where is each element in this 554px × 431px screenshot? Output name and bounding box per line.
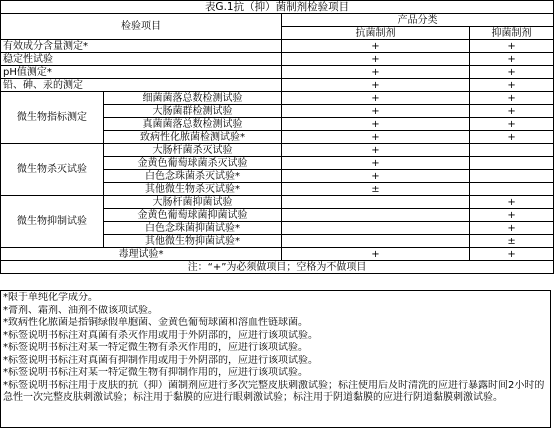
- item-label: 金黄色葡萄球菌杀灭试验: [104, 157, 282, 170]
- bacteriostatic-mark: +: [470, 79, 554, 92]
- antibacterial-mark: +: [282, 157, 470, 170]
- note-line: *标签说明书标注对某一特定微生物有杀灭作用的，应进行该项试验。: [3, 342, 308, 353]
- antibacterial-mark: +: [282, 79, 470, 92]
- antibacterial-mark: +: [282, 118, 470, 131]
- header-item: 检验项目: [1, 14, 282, 40]
- table-row: [1, 196, 554, 209]
- item-label: 真菌菌落总数检测试验: [104, 118, 282, 131]
- antibacterial-mark: [282, 196, 470, 209]
- antibacterial-mark: +: [282, 105, 470, 118]
- item-label: 白色念珠菌杀灭试验*: [104, 170, 282, 183]
- item-label: 其他微生物抑菌试验*: [104, 235, 282, 248]
- header-category: 产品分类: [282, 14, 554, 27]
- item-label: 细菌菌落总数检测试验: [104, 92, 282, 105]
- antibacterial-mark: +: [282, 66, 470, 79]
- group-label: 微生物抑制试验: [1, 196, 104, 248]
- note-line: *膏剂、霜剂、油剂不做该项试验。: [3, 304, 158, 316]
- note-line: *标签说明书标注对真菌有抑制作用或用于外阴部的，应进行该项试验。: [3, 354, 318, 366]
- bacteriostatic-mark: +: [470, 105, 554, 118]
- table-row: [1, 53, 554, 66]
- bacteriostatic-mark: +: [470, 118, 554, 131]
- table-row: [1, 79, 554, 92]
- item-label: 毒理试验*: [1, 248, 282, 261]
- antibacterial-mark: ±: [282, 183, 470, 196]
- header-bacteriostatic: 抑菌制剂: [470, 27, 554, 40]
- header-antibacterial: 抗菌制剂: [282, 27, 470, 40]
- bacteriostatic-mark: +: [470, 222, 554, 235]
- bacteriostatic-mark: +: [470, 131, 554, 144]
- item-label: 稳定性试验: [1, 53, 282, 66]
- antibacterial-mark: +: [282, 131, 470, 144]
- table-title: 表G.1抗（抑）菌制剂检验项目: [1, 1, 554, 14]
- group-label: 微生物指标测定: [1, 92, 104, 144]
- table-row: [1, 92, 554, 105]
- bacteriostatic-mark: [470, 157, 554, 170]
- bacteriostatic-mark: [470, 170, 554, 183]
- note-line: *标签说明书标注对某一特定微生物有抑制作用的，应进行该项试验。: [3, 367, 308, 378]
- item-label: 其他微生物杀灭试验*: [104, 183, 282, 196]
- item-label: 金黄色葡萄球菌抑菌试验: [104, 209, 282, 222]
- table-legend: 注：“+”为必须做项目；空格为不做项目: [1, 261, 554, 274]
- note-line: *标签说明书标注用于皮肤的抗（抑）菌制剂应进行多次完整皮肤刺激试验；标注使用后及时清洗的应进行暴露时间2小时的急性一次完整皮肤刺激试验；标注用于黏膜的应进行眼刺激试验；标注用于阴道黏膜的应进行阴道黏膜刺激试验。: [3, 379, 545, 403]
- item-label: 大肠菌群检测试验: [104, 105, 282, 118]
- bacteriostatic-mark: +: [470, 53, 554, 66]
- bacteriostatic-mark: +: [470, 40, 554, 53]
- item-label: 大肠杆菌抑菌试验: [104, 196, 282, 209]
- table-row: [1, 248, 554, 261]
- antibacterial-mark: +: [282, 53, 470, 66]
- antibacterial-mark: +: [282, 144, 470, 157]
- note-line: *标签说明书标注对真菌有杀灭作用或用于外阴部的，应进行该项试验。: [3, 329, 318, 341]
- note-line: *限于单纯化学成分。: [3, 292, 98, 303]
- item-label: 有效成分含量测定*: [1, 40, 282, 53]
- antibacterial-mark: +: [282, 40, 470, 53]
- item-label: 致病性化脓菌检测试验*: [104, 131, 282, 144]
- item-label: 大肠杆菌杀灭试验: [104, 144, 282, 157]
- antibacterial-mark: +: [282, 92, 470, 105]
- note-line: *致病性化脓菌是指铜绿假单胞菌、金黄色葡萄球菌和溶血性链球菌。: [3, 317, 308, 328]
- antibacterial-mark: [282, 209, 470, 222]
- bacteriostatic-mark: +: [470, 209, 554, 222]
- item-label: 白色念珠菌抑菌试验*: [104, 222, 282, 235]
- bacteriostatic-mark: +: [470, 196, 554, 209]
- antibacterial-mark: [282, 235, 470, 248]
- bacteriostatic-mark: +: [470, 248, 554, 261]
- bacteriostatic-mark: +: [470, 92, 554, 105]
- bacteriostatic-mark: ±: [470, 235, 554, 248]
- antibacterial-mark: [282, 222, 470, 235]
- antibacterial-mark: +: [282, 170, 470, 183]
- item-label: 铅、砷、汞的测定: [1, 79, 282, 92]
- antibacterial-mark: +: [282, 248, 470, 261]
- table-row: [1, 66, 554, 79]
- bacteriostatic-mark: +: [470, 66, 554, 79]
- notes-block: [0, 290, 551, 428]
- bacteriostatic-mark: [470, 183, 554, 196]
- item-label: pH值测定*: [1, 66, 282, 79]
- table-row: [1, 144, 554, 157]
- table-row: [1, 40, 554, 53]
- legend-row: [1, 261, 554, 274]
- bacteriostatic-mark: [470, 144, 554, 157]
- group-label: 微生物杀灭试验: [1, 144, 104, 196]
